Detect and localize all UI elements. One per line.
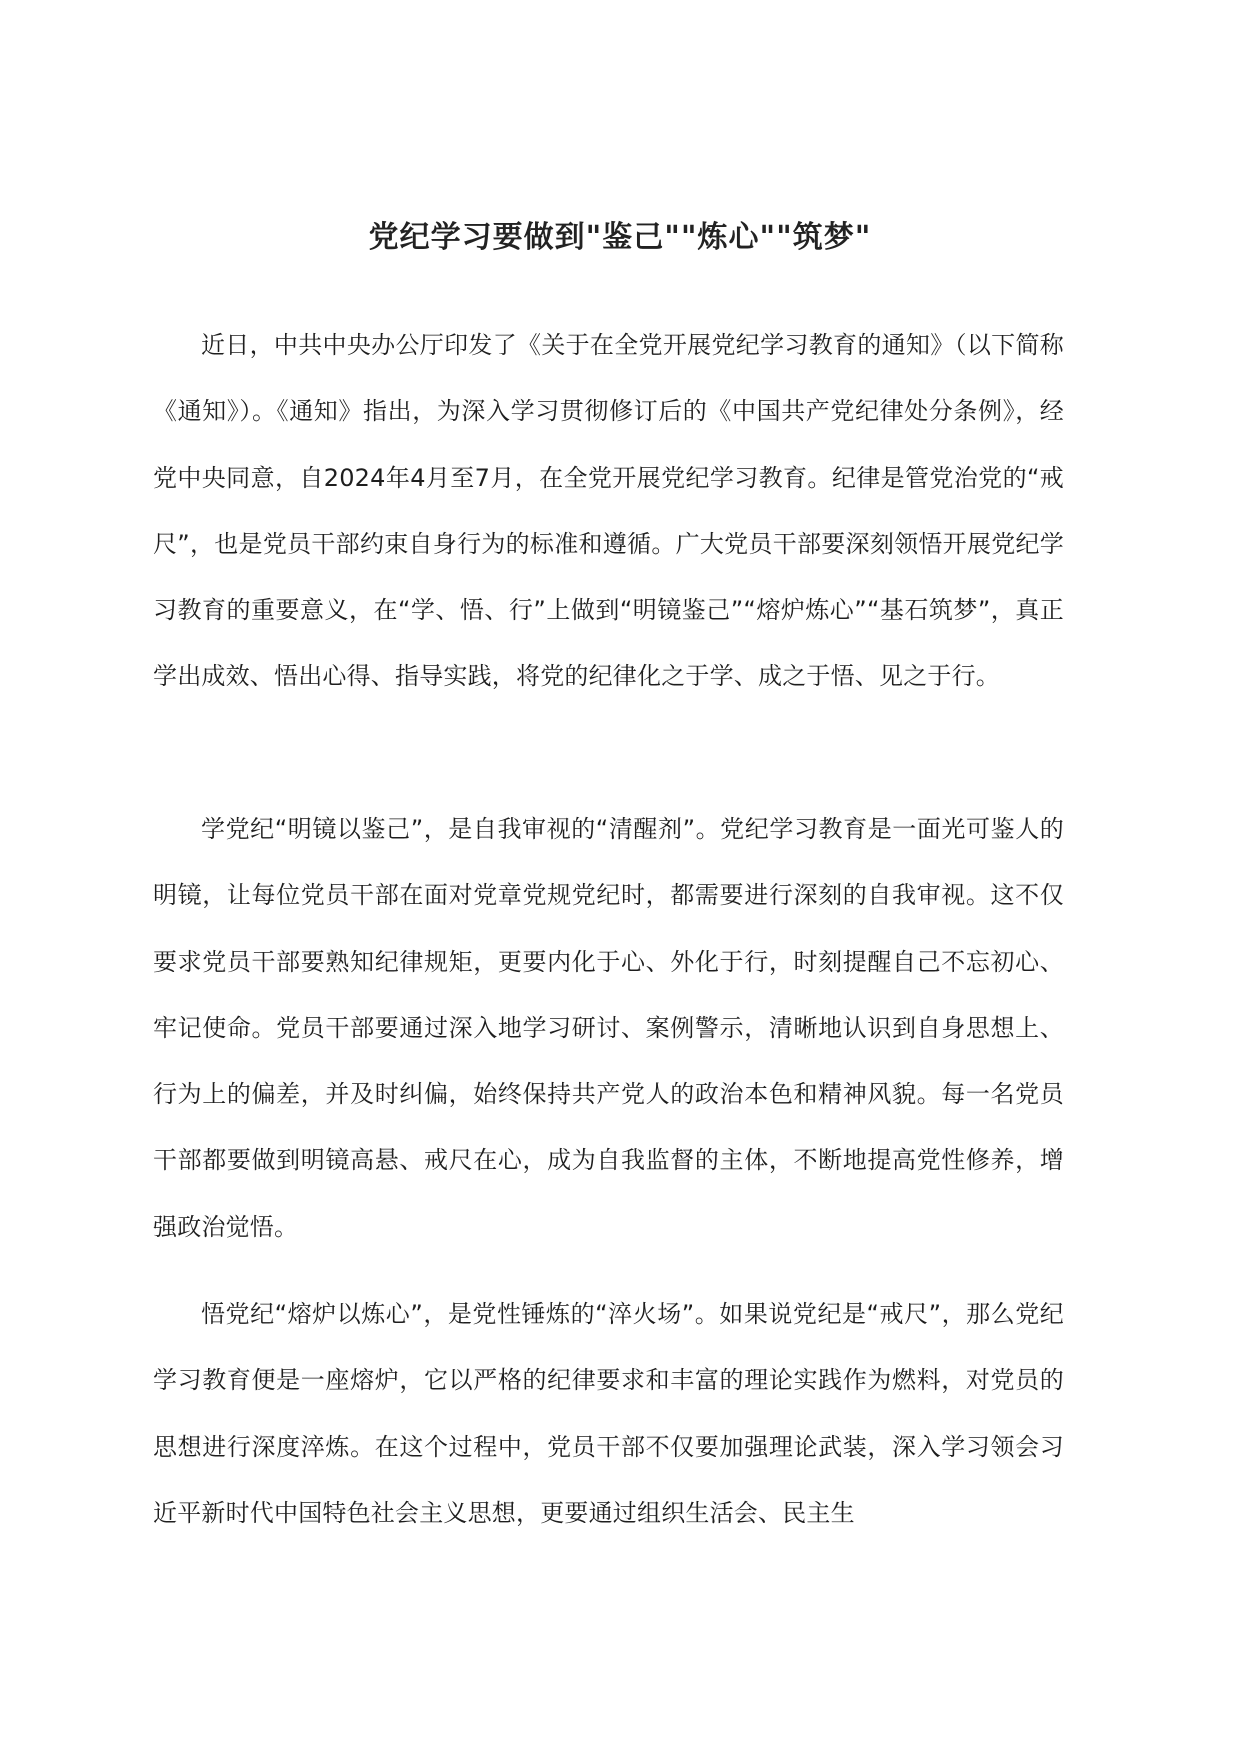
paragraph-furnace: 悟党纪“熔炉以炼心”，是党性锤炼的“淬火场”。如果说党纪是“戒尺”，那么党纪学习教育便是一座熔炉，它以严格的纪律要求和丰富的理论实践作为燃料，对党员的思想进行深度淬炼。在这个过程中，党员干部不仅要加强理论武装，深入学习领会习近平新时代中国特色社会主义思想，更要通过组织生活会、民主生 (153, 1300, 1064, 1527)
paragraph-intro: 近日，中共中央办公厅印发了《关于在全党开展党纪学习教育的通知》（以下简称《通知》）。《通知》指出，为深入学习贯彻修订后的《中国共产党纪律处分条例》，经党中央同意，自2024年4月至7月，在全党开展党纪学习教育。纪律是管党治党的“戒尺”，也是党员干部约束自身行为的标准和遵循。广大党员干部要深刻领悟开展党纪学习教育的重要意义，在“学、悟、行”上做到“明镜鉴己”“熔炉炼心”“基石筑梦”，真正学出成效、悟出心得、指导实践，将党的纪律化之于学、成之于悟、见之于行。 (153, 331, 1064, 691)
document-title: 党纪学习要做到"鉴己""炼心""筑梦" (368, 220, 872, 255)
paragraph-mirror: 学党纪“明镜以鉴己”，是自我审视的“清醒剂”。党纪学习教育是一面光可鉴人的明镜，让每位党员干部在面对党章党规党纪时，都需要进行深刻的自我审视。这不仅要求党员干部要熟知纪律规矩，更要内化于心、外化于行，时刻提醒自己不忘初心、牢记使命。党员干部要通过深入地学习研讨、案例警示，清晰地认识到自身思想上、行为上的偏差，并及时纠偏，始终保持共产党人的政治本色和精神风貌。每一名党员干部都要做到明镜高悬、戒尺在心，成为自我监督的主体，不断地提高党性修养，增强政治觉悟。 (153, 815, 1064, 1241)
